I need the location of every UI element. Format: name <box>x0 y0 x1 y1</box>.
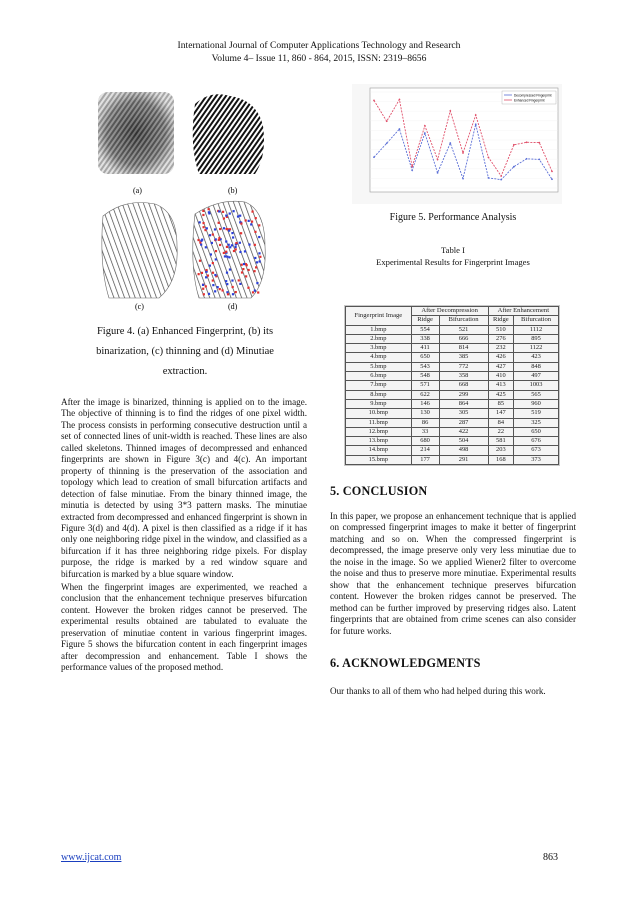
table-cell-value: 960 <box>514 399 559 408</box>
ridge-marker <box>199 241 201 243</box>
ridge-marker <box>241 264 243 266</box>
figure-4-caption-line: Figure 4. (a) Enhanced Fingerprint, (b) its <box>96 326 274 337</box>
table-cell-value: 85 <box>488 399 513 408</box>
table-cell-value: 305 <box>439 409 488 418</box>
enhanced-point <box>500 175 502 177</box>
figure-4-caption <box>62 322 308 382</box>
decompressed-point <box>449 142 451 144</box>
bifurcation-marker <box>239 215 241 217</box>
ridge-marker <box>240 222 242 224</box>
table-cell-image-name: 4.bmp <box>346 353 412 362</box>
table-row <box>346 399 559 408</box>
bifurcation-marker <box>215 238 217 240</box>
ridge-marker <box>232 286 234 288</box>
ridge-marker <box>225 251 227 253</box>
table-cell-value: 680 <box>411 437 439 446</box>
bifurcation-marker <box>218 210 220 212</box>
table-cell-value: 426 <box>488 353 513 362</box>
table-cell-value: 413 <box>488 381 513 390</box>
table-cell-value: 338 <box>411 334 439 343</box>
ridge-marker <box>223 217 225 219</box>
table-row <box>346 418 559 427</box>
table-cell-value: 425 <box>488 390 513 399</box>
ridge-marker <box>251 210 253 212</box>
section-heading-conclusion: 5. CONCLUSION <box>330 484 428 498</box>
decompressed-point <box>488 177 490 179</box>
bifurcation-marker <box>239 283 241 285</box>
ridge-marker <box>218 239 220 241</box>
ridge-marker <box>254 244 256 246</box>
bifurcation-marker <box>232 293 234 295</box>
header-fingerprint-image: Fingerprint Image <box>346 307 412 326</box>
table-cell-value: 650 <box>514 427 559 436</box>
ridge-marker <box>238 279 240 281</box>
ridge-marker <box>197 239 199 241</box>
ridge-marker <box>203 293 205 295</box>
table-cell-value: 510 <box>488 325 513 334</box>
table-cell-value: 1112 <box>514 325 559 334</box>
table-cell-image-name: 10.bmp <box>346 409 412 418</box>
bifurcation-marker <box>258 252 260 254</box>
ridge-marker <box>202 222 204 224</box>
bifurcation-marker <box>229 268 231 270</box>
ridge-marker <box>240 232 242 234</box>
table-cell-value: 497 <box>514 372 559 381</box>
table-cell-value: 548 <box>411 372 439 381</box>
table-cell-value: 203 <box>488 446 513 455</box>
table-cell-value: 423 <box>514 353 559 362</box>
bifurcation-marker <box>211 242 213 244</box>
bifurcation-marker <box>224 255 226 257</box>
table-cell-value: 504 <box>439 437 488 446</box>
bifurcation-marker <box>214 274 216 276</box>
legend-enhanced: Enhanced Fingerprint <box>514 98 545 103</box>
table-cell-image-name: 1.bmp <box>346 325 412 334</box>
table-cell-value: 232 <box>488 344 513 353</box>
table-cell-value: 291 <box>439 455 488 464</box>
ridge-marker <box>247 287 249 289</box>
bifurcation-marker <box>258 236 260 238</box>
table-row <box>346 362 559 371</box>
decompressed-point <box>513 166 515 168</box>
table-cell-value: 668 <box>439 381 488 390</box>
ridge-marker <box>245 275 247 277</box>
results-table <box>345 306 559 465</box>
table-cell-value: 33 <box>411 427 439 436</box>
subheader-bifurcation: Bifurcation <box>514 316 559 325</box>
table-caption <box>330 244 576 268</box>
panel-c-thinned <box>102 203 177 299</box>
subheader-ridge: Ridge <box>411 316 439 325</box>
panel-label-b: (b) <box>228 186 238 195</box>
table-cell-value: 864 <box>439 399 488 408</box>
enhanced-point <box>424 125 426 127</box>
bifurcation-marker <box>202 284 204 286</box>
bifurcation-marker <box>248 220 250 222</box>
ridge-marker <box>254 231 256 233</box>
bifurcation-marker <box>228 256 230 258</box>
bifurcation-marker <box>229 212 231 214</box>
paragraph-conclusion: In this paper, we propose an enhancement technique that is applied on compressed fingerprint images to make it better of fingerprint matching and so on. When the compressed fingerprint is decompressed, the image preserve only very less minutiae due to the noise in the image. So we applied Wiener2 filter to overcome the noise and thus to preserve more minutiae. Experimental results show that the enhancement technique preserves bifurcation content. However the broken ridges cannot be preserved. The method can be further improved by preserving ridges also. Latent fingerprints that are obtained from crime scenes can also consider for future works. <box>330 511 576 636</box>
table-cell-value: 676 <box>514 437 559 446</box>
bifurcation-marker <box>215 258 217 260</box>
bifurcation-marker <box>208 211 210 213</box>
bifurcation-marker <box>225 240 227 242</box>
ridge-marker <box>212 279 214 281</box>
table-row <box>346 455 559 464</box>
table-cell-value: 521 <box>439 325 488 334</box>
table-cell-value: 325 <box>514 418 559 427</box>
journal-volume: Volume 4– Issue 11, 860 - 864, 2015, ISSN: 2319–8656 <box>211 53 427 64</box>
ridge-marker <box>235 248 237 250</box>
journal-title: International Journal of Computer Applications Technology and Research <box>177 40 461 51</box>
table-cell-value: 848 <box>514 362 559 371</box>
bifurcation-marker <box>232 236 234 238</box>
ridge-marker <box>235 291 237 293</box>
ridge-marker <box>212 233 214 235</box>
bifurcation-marker <box>225 214 227 216</box>
bifurcation-marker <box>231 244 233 246</box>
table-row <box>346 381 559 390</box>
ridge-marker <box>202 288 204 290</box>
bifurcation-marker <box>205 246 207 248</box>
ridge-marker <box>235 242 237 244</box>
enhanced-point <box>551 170 553 172</box>
table-cell-image-name: 13.bmp <box>346 437 412 446</box>
table-cell-value: 673 <box>514 446 559 455</box>
figure-4-caption-line: binarization, (c) thinning and (d) Minutiae <box>96 346 274 357</box>
bifurcation-marker <box>243 263 245 265</box>
bifurcation-marker <box>226 291 228 293</box>
paragraph-thinning: After the image is binarized, thinning is applied on to the image. The objective of thinning is to find the ridges of one pixel width. The process consists in performing consecutive destruction until a set of connected lines of unit-width is reached. These lines are also called skeletons. Thinned images of decompressed and enhanced fingerprints are shown in Figure 3(c) and 4(c). An important property of thinning is the preservation of the association and topology which lead to creation of small bifurcation artifacts and detection of false minutiae. From the binary thinned image, the minutia is detected by using 3*3 pattern masks. The minutiae extracted from decompressed and enhanced fingerprint is shown in Figure 3(d) and 4(d). A pixel is then classified as a ridge if it has only one neighboring ridge pixel in the window, and classified as a bifurcation if it has three neighboring ridge pixels. For display purpose, the ridge is marked by a red window square and bifurcation is marked by a blue square window. <box>61 397 307 579</box>
table-row <box>346 437 559 446</box>
panel-label-c: (c) <box>135 302 144 311</box>
ridge-marker <box>223 252 225 254</box>
ridge-marker <box>205 269 207 271</box>
bifurcation-marker <box>239 242 241 244</box>
decompressed-point <box>437 172 439 174</box>
bifurcation-marker <box>231 232 233 234</box>
table-cell-value: 571 <box>411 381 439 390</box>
table-cell-value: 385 <box>439 353 488 362</box>
ridge-marker <box>222 211 224 213</box>
bifurcation-marker <box>210 253 212 255</box>
legend-decompressed: Decompressed Fingerprint <box>514 93 552 98</box>
bifurcation-marker <box>225 280 227 282</box>
bifurcation-marker <box>254 257 256 259</box>
enhanced-point <box>513 144 515 146</box>
ridge-marker <box>202 210 204 212</box>
chart-legend <box>502 91 556 104</box>
bifurcation-marker <box>234 246 236 248</box>
table-cell-value: 130 <box>411 409 439 418</box>
ridge-marker <box>198 273 200 275</box>
enhanced-point <box>399 99 401 101</box>
enhanced-point <box>538 142 540 144</box>
ridge-marker <box>218 222 220 224</box>
ridge-marker <box>203 226 205 228</box>
ridge-marker <box>253 270 255 272</box>
table-cell-value: 622 <box>411 390 439 399</box>
table-cell-value: 147 <box>488 409 513 418</box>
table-cell-value: 554 <box>411 325 439 334</box>
ridge-marker <box>201 272 203 274</box>
table-cell-value: 895 <box>514 334 559 343</box>
ridge-marker <box>221 289 223 291</box>
bifurcation-marker <box>209 234 211 236</box>
table-caption-subtitle: Experimental Results for Fingerprint Images <box>376 257 530 267</box>
bifurcation-marker <box>199 221 201 223</box>
bifurcation-marker <box>228 244 230 246</box>
bifurcation-marker <box>232 210 234 212</box>
ridge-marker <box>258 224 260 226</box>
panel-d-minutiae <box>193 201 265 298</box>
table-cell-image-name: 12.bmp <box>346 427 412 436</box>
table-cell-value: 427 <box>488 362 513 371</box>
ridge-marker <box>218 237 220 239</box>
bifurcation-marker <box>208 293 210 295</box>
table-cell-value: 581 <box>488 437 513 446</box>
bifurcation-marker <box>248 243 250 245</box>
ridge-marker <box>208 208 210 210</box>
panel-label-d: (d) <box>228 302 238 311</box>
section-heading-acknowledgments: 6. ACKNOWLEDGMENTS <box>330 656 481 670</box>
header-after-decompression: After Decompression <box>411 307 488 316</box>
decompressed-point <box>475 123 477 125</box>
bifurcation-marker <box>259 260 261 262</box>
bifurcation-marker <box>229 246 231 248</box>
table-cell-value: 650 <box>411 353 439 362</box>
bifurcation-marker <box>212 284 214 286</box>
bifurcation-marker <box>226 256 228 258</box>
bifurcation-marker <box>226 283 228 285</box>
table-cell-value: 287 <box>439 418 488 427</box>
panel-a-enhanced-fingerprint <box>98 92 174 174</box>
table-cell-value: 411 <box>411 344 439 353</box>
table-row <box>346 325 559 334</box>
ridge-marker <box>245 263 247 265</box>
bifurcation-marker <box>244 250 246 252</box>
table-cell-image-name: 7.bmp <box>346 381 412 390</box>
table-row <box>346 372 559 381</box>
ridge-marker <box>212 262 214 264</box>
bifurcation-marker <box>256 282 258 284</box>
header-after-enhancement: After Enhancement <box>488 307 558 316</box>
decompressed-point <box>399 128 401 130</box>
decompressed-point <box>411 169 413 171</box>
ridge-marker <box>215 250 217 252</box>
table-cell-value: 814 <box>439 344 488 353</box>
ridge-marker <box>219 244 221 246</box>
enhanced-point <box>462 152 464 154</box>
table-row <box>346 334 559 343</box>
bifurcation-marker <box>231 279 233 281</box>
figure-4-caption-line: extraction. <box>162 366 208 377</box>
bifurcation-marker <box>209 265 211 267</box>
ridge-marker <box>219 288 221 290</box>
ridge-marker <box>202 214 204 216</box>
table-cell-value: 410 <box>488 372 513 381</box>
bifurcation-marker <box>223 227 225 229</box>
results-table-image <box>344 305 560 466</box>
table-cell-value: 86 <box>411 418 439 427</box>
ridge-marker <box>241 271 243 273</box>
ridge-marker <box>255 217 257 219</box>
table-cell-value: 422 <box>439 427 488 436</box>
bifurcation-marker <box>214 228 216 230</box>
enhanced-point <box>488 156 490 158</box>
table-cell-value: 565 <box>514 390 559 399</box>
table-cell-value: 299 <box>439 390 488 399</box>
table-cell-value: 177 <box>411 455 439 464</box>
subheader-ridge: Ridge <box>488 316 513 325</box>
paragraph-acknowledgments: Our thanks to all of them who had helped during this work. <box>330 686 546 696</box>
ridge-marker <box>255 266 257 268</box>
table-cell-value: 168 <box>488 455 513 464</box>
table-cell-value: 22 <box>488 427 513 436</box>
ridge-marker <box>257 291 259 293</box>
paragraph-experiment: When the fingerprint images are experimented, we reached a conclusion that the enhancement technique preserves bifurcation content. However the broken ridges cannot be preserved. The experimental results obtained are tabulated to evaluate the preservation of minutiae content in various fingerprint images. Figure 5 shows the bifurcation content in each fingerprint images after decompression and enhancement. Table I shows the performance values of the proposed method. <box>61 582 307 673</box>
table-cell-value: 498 <box>439 446 488 455</box>
bifurcation-marker <box>214 290 216 292</box>
subheader-bifurcation: Bifurcation <box>439 316 488 325</box>
table-row <box>346 409 559 418</box>
decompressed-point <box>462 178 464 180</box>
enhanced-point <box>526 141 528 143</box>
table-cell-value: 519 <box>514 409 559 418</box>
ridge-marker <box>248 269 250 271</box>
bifurcation-marker <box>254 290 256 292</box>
enhanced-point <box>449 110 451 112</box>
ridge-marker <box>227 293 229 295</box>
table-cell-image-name: 14.bmp <box>346 446 412 455</box>
decompressed-point <box>538 158 540 160</box>
ridge-marker <box>199 260 201 262</box>
bifurcation-marker <box>250 223 252 225</box>
ridge-marker <box>212 272 214 274</box>
table-cell-value: 373 <box>514 455 559 464</box>
table-row <box>346 344 559 353</box>
bifurcation-marker <box>256 261 258 263</box>
panel-b-binarized <box>193 94 264 174</box>
figure-4-fingerprint-panels <box>95 86 275 312</box>
bifurcation-marker <box>205 276 207 278</box>
table-cell-value: 772 <box>439 362 488 371</box>
enhanced-point <box>437 159 439 161</box>
table-cell-image-name: 15.bmp <box>346 455 412 464</box>
table-row <box>346 446 559 455</box>
bifurcation-marker <box>237 215 239 217</box>
table-cell-value: 1003 <box>514 381 559 390</box>
bifurcation-marker <box>239 251 241 253</box>
panel-label-a: (a) <box>133 186 142 195</box>
table-caption-title: Table I <box>441 245 465 255</box>
table-row <box>346 353 559 362</box>
decompressed-point <box>551 178 553 180</box>
bifurcation-marker <box>228 230 230 232</box>
table-cell-value: 84 <box>488 418 513 427</box>
ridge-marker <box>219 228 221 230</box>
table-cell-image-name: 2.bmp <box>346 334 412 343</box>
enhanced-point <box>411 166 413 168</box>
ridge-marker <box>245 219 247 221</box>
table-cell-value: 666 <box>439 334 488 343</box>
table-cell-image-name: 8.bmp <box>346 390 412 399</box>
bifurcation-marker <box>217 286 219 288</box>
table-cell-value: 543 <box>411 362 439 371</box>
table-cell-image-name: 5.bmp <box>346 362 412 371</box>
table-cell-image-name: 3.bmp <box>346 344 412 353</box>
ridge-marker <box>205 285 207 287</box>
journal-header <box>0 39 638 65</box>
enhanced-point <box>373 100 375 102</box>
decompressed-point <box>424 132 426 134</box>
enhanced-point <box>475 114 477 116</box>
table-cell-image-name: 11.bmp <box>346 418 412 427</box>
table-cell-value: 276 <box>488 334 513 343</box>
page-number: 863 <box>543 852 558 863</box>
bifurcation-marker <box>200 243 202 245</box>
table-cell-image-name: 9.bmp <box>346 399 412 408</box>
bifurcation-marker <box>226 272 228 274</box>
table-cell-value: 1122 <box>514 344 559 353</box>
ridge-marker <box>251 221 253 223</box>
journal-website-link[interactable]: www.ijcat.com <box>61 852 122 863</box>
table-cell-image-name: 6.bmp <box>346 372 412 381</box>
ridge-marker <box>226 246 228 248</box>
table-row <box>346 427 559 436</box>
table-cell-value: 214 <box>411 446 439 455</box>
decompressed-point <box>500 179 502 181</box>
decompressed-point <box>386 142 388 144</box>
table-cell-value: 146 <box>411 399 439 408</box>
table-cell-value: 358 <box>439 372 488 381</box>
ridge-marker <box>242 268 244 270</box>
decompressed-point <box>526 158 528 160</box>
decompressed-point <box>373 156 375 158</box>
bifurcation-marker <box>206 227 208 229</box>
figure-5-caption: Figure 5. Performance Analysis <box>389 212 517 223</box>
enhanced-point <box>386 120 388 122</box>
ridge-marker <box>259 256 261 258</box>
figure-5-performance-chart <box>352 84 562 204</box>
table-row <box>346 390 559 399</box>
